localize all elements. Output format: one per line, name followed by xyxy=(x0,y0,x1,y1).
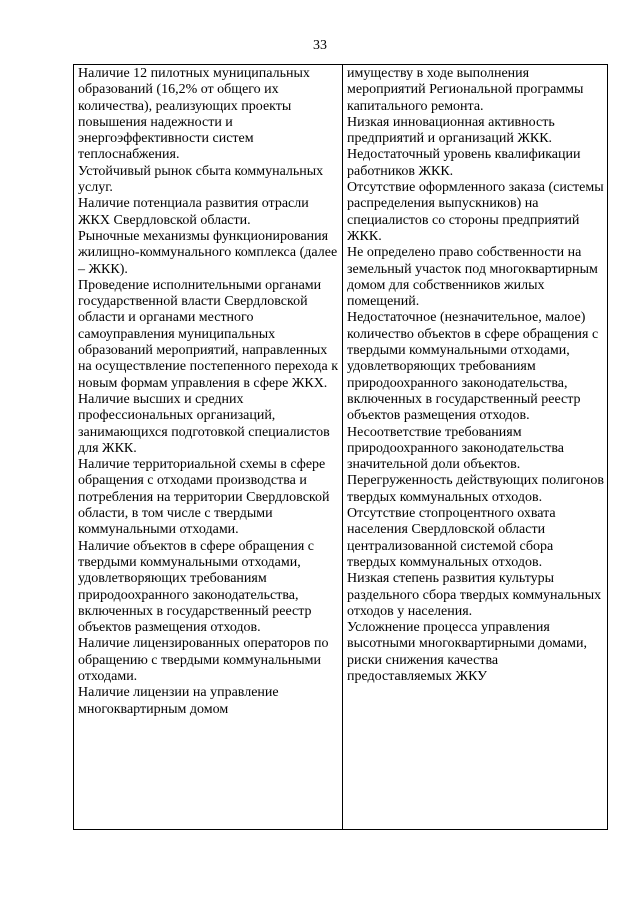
left-paragraph: Наличие лицензированных операторов по обращению с твердыми коммунальными отходами. xyxy=(78,636,329,684)
left-paragraph: на осуществление постепенного перехода к новым формам управления в сфере ЖКХ. xyxy=(78,359,338,391)
left-paragraph: Наличие высших и средних профессиональных организаций, занимающихся подготовкой специалистов для ЖКК. xyxy=(78,391,330,456)
left-paragraph: Наличие объектов в сфере обращения с твердыми коммунальными отходами, удовлетворяющих требованиям природоохранного законодательства, включенных в государственный реестр объектов размещения отходов. xyxy=(78,538,315,636)
right-paragraph: Усложнение процесса управления высотными многоквартирными домами, риски снижения качества предоставляемых ЖКУ xyxy=(347,620,587,684)
page-number: 33 xyxy=(313,38,327,53)
right-paragraph: Отсутствие стопроцентного охвата населения Свердловской области централизованной системой сбора твердых коммунальных отходов. xyxy=(347,506,556,570)
right-paragraph: имуществу в ходе выполнения мероприятий Региональной программы капитального ремонта. xyxy=(347,66,584,114)
right-paragraph: Не определено право собственности на земельный участок под многоквартирным домом для собственников жилых помещений. xyxy=(347,245,598,310)
swot-table xyxy=(73,64,608,830)
left-paragraph: Наличие потенциала развития отрасли ЖКХ Свердловской области. xyxy=(78,196,309,228)
right-paragraph: Низкая инновационная активность предприятий и организаций ЖКК. xyxy=(347,114,555,147)
right-paragraph: Низкая степень развития культуры раздельного сбора твердых коммунальных отходов у населения. xyxy=(347,571,602,619)
left-paragraph: Проведение исполнительными органами государственной власти Свердловской области и органами местного самоуправления муниципальных образований мероприятий, направленных xyxy=(78,277,328,359)
right-paragraph: Недостаточный уровень квалификации работников ЖКК. xyxy=(347,147,581,179)
weaknesses-threats-column xyxy=(343,65,607,829)
strengths-opportunities-column xyxy=(74,65,343,829)
right-paragraph: Несоответствие требованиям природоохранного законодательства значительной доли объектов. xyxy=(347,424,565,473)
left-paragraph: Наличие территориальной схемы в сфере обращения с отходами производства и потребления на территории Свердловской области, в том числе с твердыми коммунальными отходами. xyxy=(78,457,330,538)
right-paragraph: Недостаточное (незначительное, малое) количество объектов в сфере обращения с твердыми коммунальными отходами, удовлетворяющих требованиям природоохранного законодательства, включенных в государственный реестр объектов размещения отходов. xyxy=(347,310,599,424)
left-paragraph: Устойчивый рынок сбыта коммунальных услуг. xyxy=(78,163,324,196)
left-paragraph: Наличие 12 пилотных муниципальных образований (16,2% от общего их количества), реализующих проекты повышения надежности и энергоэффективности систем теплоснабжения. xyxy=(78,66,310,163)
left-paragraph: Рыночные механизмы функционирования жилищно-коммунального комплекса (далее – ЖКК). xyxy=(78,228,338,277)
right-paragraph: Отсутствие оформленного заказа (системы распределения выпускников) на специалистов со стороны предприятий ЖКК. xyxy=(347,180,604,244)
left-paragraph: Наличие лицензии на управление многоквартирным домом xyxy=(78,685,279,717)
right-paragraph: Перегруженность действующих полигонов твердых коммунальных отходов. xyxy=(347,473,604,505)
